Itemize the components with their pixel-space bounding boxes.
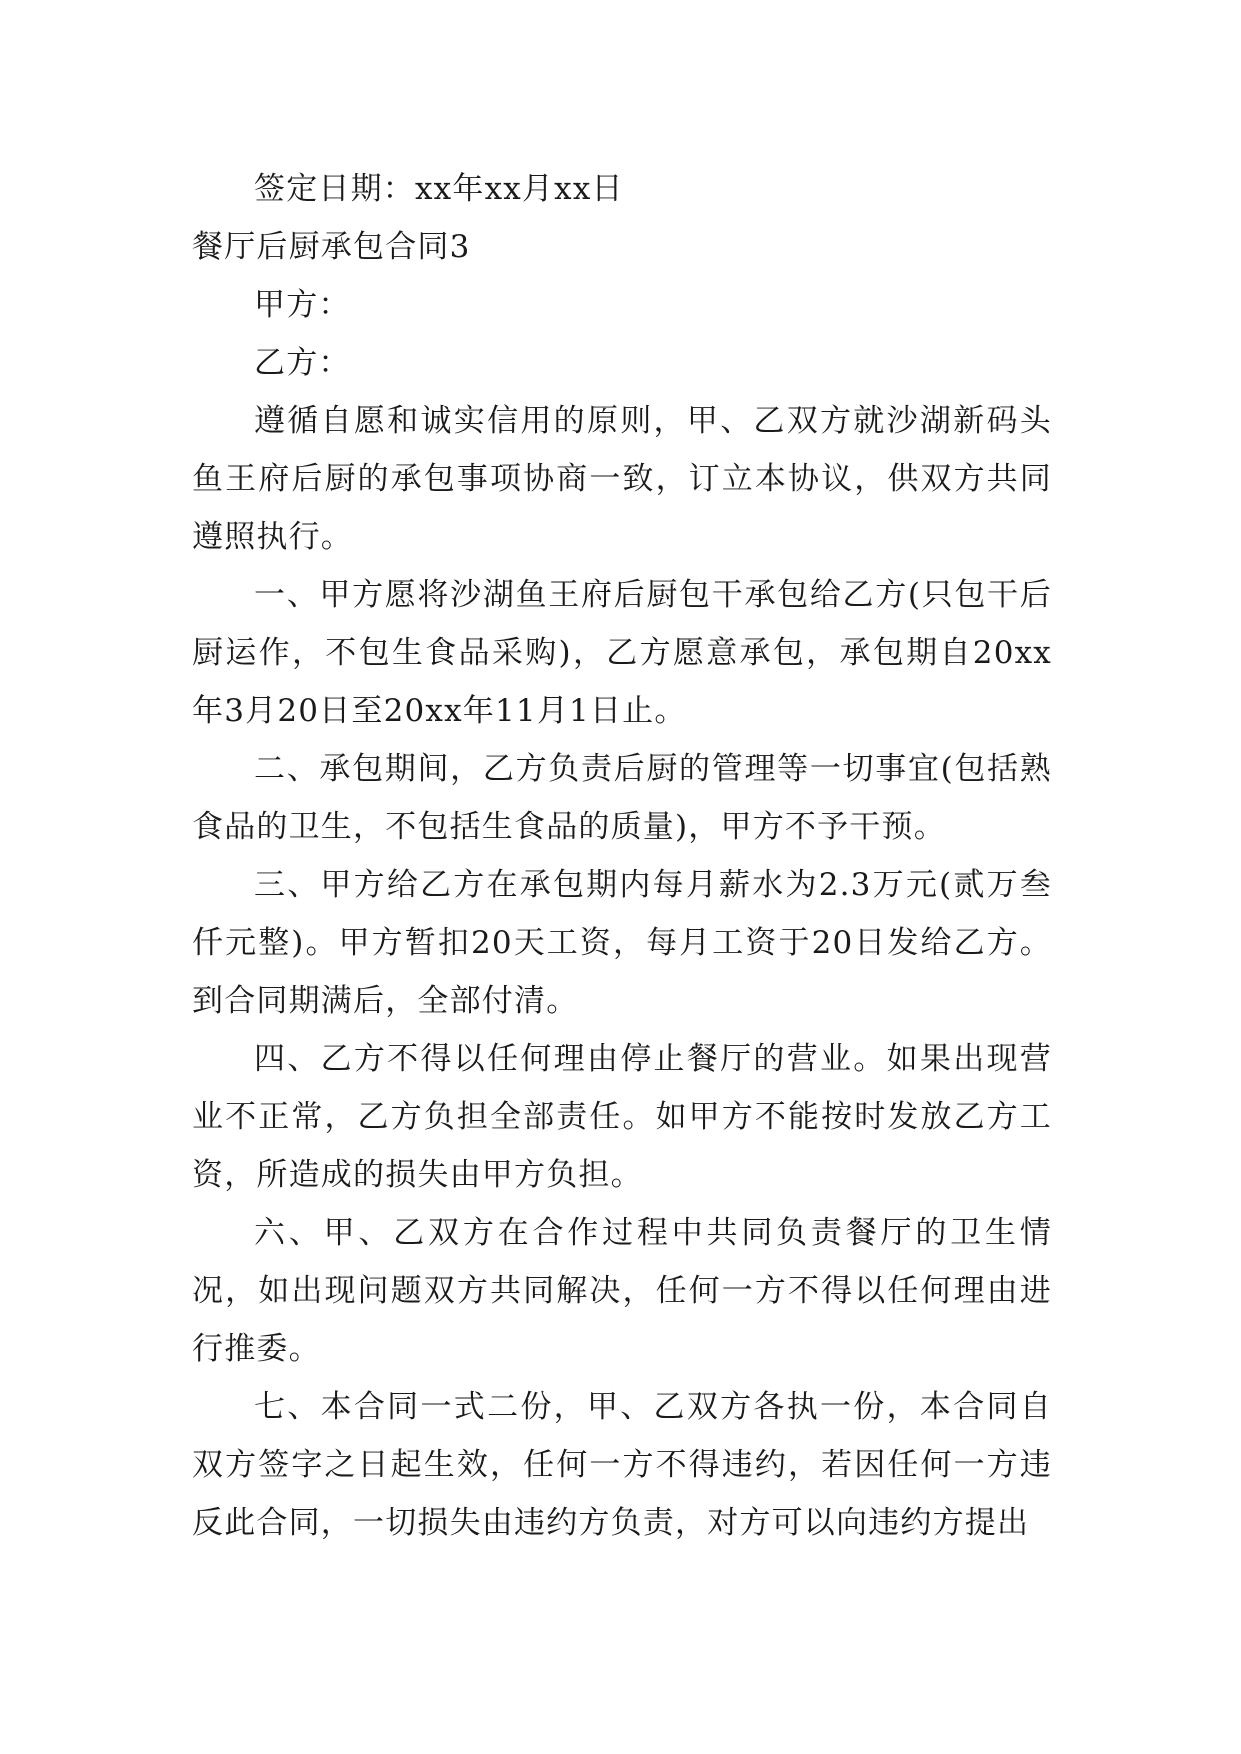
- sign-date: 签定日期：xx年xx月xx日: [254, 171, 624, 207]
- contract-title: 餐厅后厨承包合同3: [192, 229, 471, 265]
- paragraph-clause-2: 二、承包期间，乙方负责后厨的管理等一切事宜(包括熟食品的卫生，不包括生食品的质量)，甲方不予干预。: [192, 751, 1052, 845]
- document-body: [192, 160, 1052, 1552]
- paragraph-clause-7: 七、本合同一式二份，甲、乙双方各执一份，本合同自双方签字之日起生效，任何一方不得违约，若因任何一方违反此合同，一切损失由违约方负责，对方可以向违约方提出: [192, 1389, 1052, 1541]
- paragraph-clause-3: 三、甲方给乙方在承包期内每月薪水为2.3万元(贰万叁仟元整)。甲方暂扣20天工资，每月工资于20日发给乙方。到合同期满后，全部付清。: [192, 867, 1052, 1019]
- party-b-label: 乙方：: [254, 345, 351, 381]
- paragraph-clause-6: 六、甲、乙双方在合作过程中共同负责餐厅的卫生情况，如出现问题双方共同解决，任何一方不得以任何理由进行推委。: [192, 1215, 1052, 1367]
- paragraph-preamble: 遵循自愿和诚实信用的原则，甲、乙双方就沙湖新码头鱼王府后厨的承包事项协商一致，订立本协议，供双方共同遵照执行。: [192, 403, 1052, 555]
- paragraph-clause-4: 四、乙方不得以任何理由停止餐厅的营业。如果出现营业不正常，乙方负担全部责任。如甲方不能按时发放乙方工资，所造成的损失由甲方负担。: [192, 1041, 1052, 1193]
- paragraph-clause-1: 一、甲方愿将沙湖鱼王府后厨包干承包给乙方(只包干后厨运作，不包生食品采购)，乙方愿意承包，承包期自20xx年3月20日至20xx年11月1日止。: [192, 577, 1052, 729]
- party-a-label: 甲方：: [254, 287, 351, 323]
